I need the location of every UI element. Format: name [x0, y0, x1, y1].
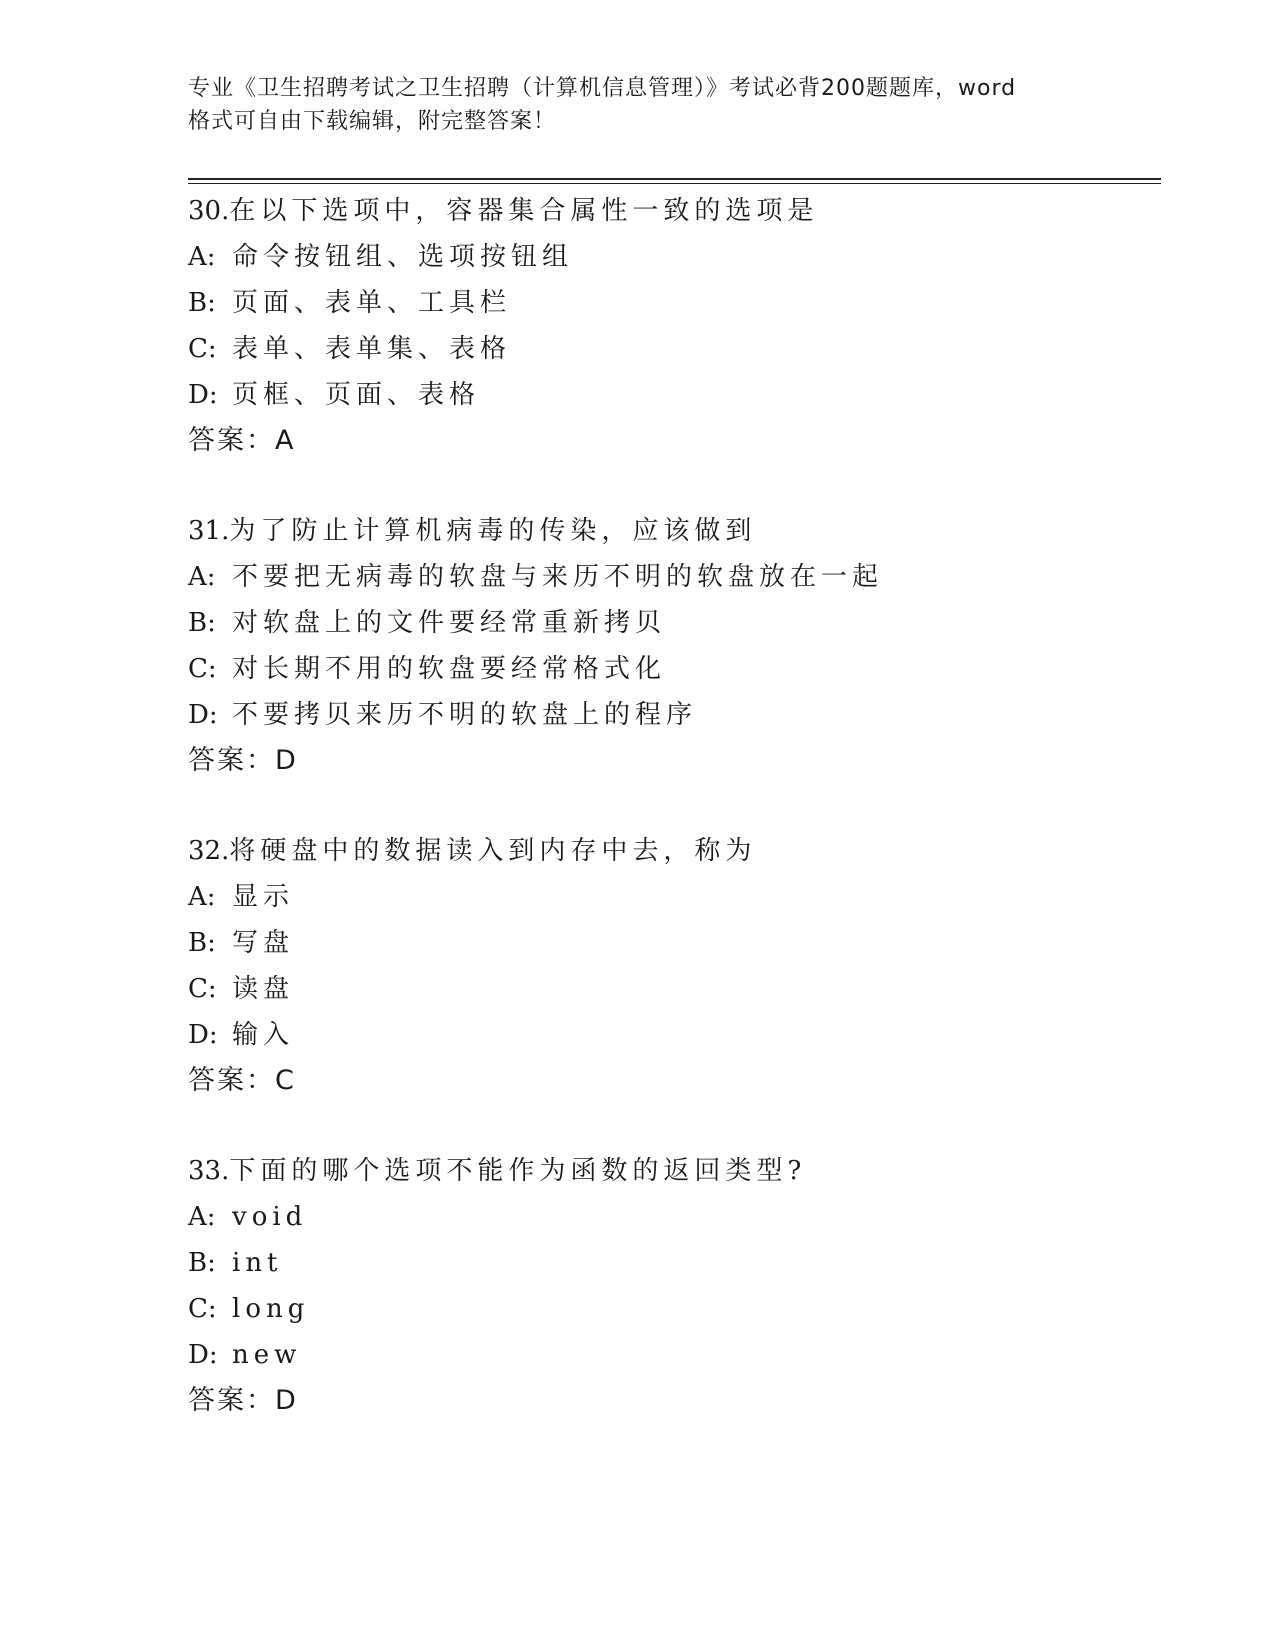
option-c: [188, 1286, 1168, 1332]
option-text: 不要把无病毒的软盘与来历不明的软盘放在一起: [232, 562, 884, 592]
option-text: 对软盘上的文件要经常重新拷贝: [232, 608, 667, 638]
option-a: [188, 554, 1168, 600]
option-text: 显示: [232, 882, 295, 912]
option-b: [188, 280, 1168, 326]
option-key: D:: [188, 1340, 218, 1370]
option-text: void: [232, 1202, 308, 1232]
option-text: long: [232, 1294, 310, 1324]
option-text: 不要拷贝来历不明的软盘上的程序: [232, 700, 698, 730]
option-key: C:: [188, 654, 217, 684]
option-b: [188, 920, 1168, 966]
question-text: 为了防止计算机病毒的传染，应该做到: [229, 516, 757, 546]
option-key: B:: [188, 928, 216, 958]
option-text: 输入: [232, 1020, 295, 1050]
option-key: C:: [188, 334, 217, 364]
option-key: D:: [188, 700, 218, 730]
option-a: [188, 874, 1168, 920]
question-text: 下面的哪个选项不能作为函数的返回类型?: [229, 1156, 807, 1186]
header-line-1: 专业《卫生招聘考试之卫生招聘（计算机信息管理）》考试必背200题题库，word: [188, 76, 1017, 101]
option-key: C:: [188, 1294, 217, 1324]
option-c: [188, 326, 1168, 372]
option-key: B:: [188, 608, 216, 638]
option-text: 命令按钮组、选项按钮组: [232, 242, 574, 272]
header-line-2: 格式可自由下载编辑，附完整答案！: [188, 109, 557, 134]
question-text: 将硬盘中的数据读入到内存中去，称为: [229, 836, 757, 866]
answer-line: 答案：D: [188, 1385, 298, 1416]
option-key: A:: [188, 242, 216, 272]
document-header: [188, 72, 1088, 138]
question-number: 31.: [188, 516, 230, 546]
option-b: [188, 1240, 1168, 1286]
question-list: [188, 188, 1168, 1468]
answer-line: 答案：C: [188, 1065, 296, 1096]
option-text: 表单、表单集、表格: [232, 334, 512, 364]
option-d: [188, 1332, 1168, 1378]
question-stem: [188, 1148, 1168, 1194]
option-key: B:: [188, 1248, 216, 1278]
option-key: A:: [188, 882, 216, 912]
option-key: D:: [188, 1020, 218, 1050]
question-stem: [188, 508, 1168, 554]
header-divider-thick: [188, 178, 1161, 180]
option-a: [188, 1194, 1168, 1240]
question-text: 在以下选项中，容器集合属性一致的选项是: [229, 196, 819, 226]
option-text: int: [232, 1248, 283, 1278]
question-item: [188, 1148, 1168, 1468]
answer-line: 答案：D: [188, 745, 298, 776]
option-key: D:: [188, 380, 218, 410]
option-key: A:: [188, 1202, 216, 1232]
option-text: 读盘: [232, 974, 295, 1004]
question-number: 30.: [188, 196, 230, 226]
option-c: [188, 646, 1168, 692]
option-c: [188, 966, 1168, 1012]
question-item: [188, 828, 1168, 1148]
option-d: [188, 372, 1168, 418]
question-stem: [188, 188, 1168, 234]
answer-line: 答案：A: [188, 425, 296, 456]
option-text: 写盘: [232, 928, 295, 958]
option-key: A:: [188, 562, 216, 592]
option-text: 页面、表单、工具栏: [232, 288, 512, 318]
option-text: new: [232, 1340, 302, 1370]
question-number: 33.: [188, 1156, 230, 1186]
option-d: [188, 1012, 1168, 1058]
option-d: [188, 692, 1168, 738]
option-text: 对长期不用的软盘要经常格式化: [232, 654, 667, 684]
option-text: 页框、页面、表格: [232, 380, 481, 410]
question-item: [188, 188, 1168, 508]
question-stem: [188, 828, 1168, 874]
option-b: [188, 600, 1168, 646]
option-key: C:: [188, 974, 217, 1004]
question-number: 32.: [188, 836, 230, 866]
option-key: B:: [188, 288, 216, 318]
header-divider-thin: [188, 183, 1161, 184]
option-a: [188, 234, 1168, 280]
question-item: [188, 508, 1168, 828]
